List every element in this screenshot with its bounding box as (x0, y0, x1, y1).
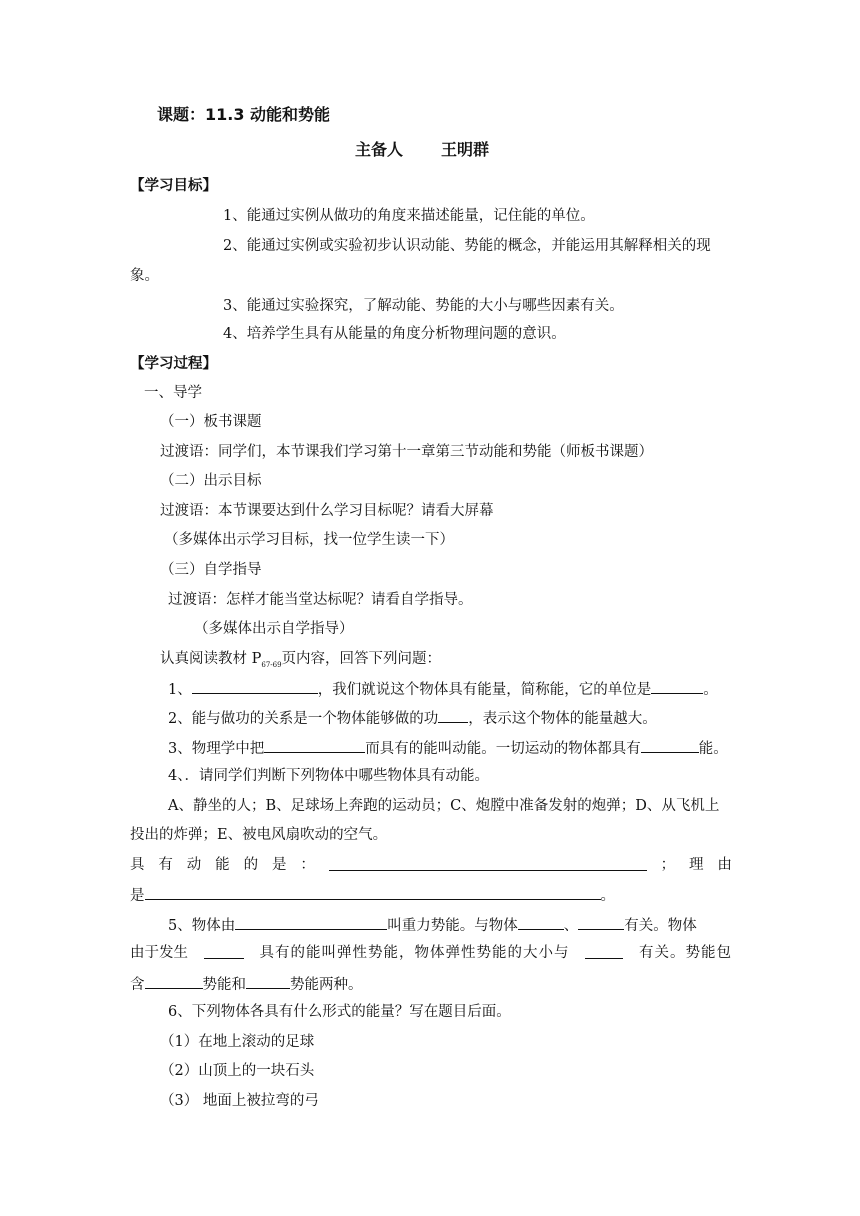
transition-text: 过渡语：同学们，本节课我们学习第十一章第三节动能和势能（师板书课题） (160, 444, 653, 460)
page-range: 67-69 (261, 660, 282, 669)
answer-blank[interactable] (329, 855, 647, 871)
q1-prefix: 1、 (168, 682, 192, 698)
answer-blank[interactable] (578, 914, 624, 930)
question-3 (168, 737, 728, 759)
q6-item: （3） 地面上被拉弯的弓 (160, 1093, 319, 1109)
note-text: （多媒体出示自学指导） (194, 621, 354, 637)
question-2 (168, 707, 657, 729)
q4-char: 的 (243, 857, 259, 873)
q4-char: 具 (130, 857, 145, 873)
transition-text: 过渡语：本节课要达到什么学习目标呢？请看大屏幕 (160, 503, 494, 519)
q3-text-end: 能。 (698, 741, 728, 757)
answer-blank[interactable] (438, 707, 468, 723)
process-heading: 【学习过程】 (130, 356, 217, 372)
author-line (355, 140, 489, 160)
q3-text-mid: 而具有的能叫动能。一切运动的物体都具有 (365, 741, 641, 757)
q5-text: 有关。物体 (624, 918, 697, 934)
q5-text: 势能两种。 (290, 977, 363, 993)
answer-blank[interactable] (145, 973, 203, 989)
q4-char: 能 (215, 857, 230, 873)
objective-item: 3、能通过实验探究，了解动能、势能的大小与哪些因素有关。 (223, 298, 624, 314)
reading-suffix: 页内容，回答下列问题： (281, 651, 442, 667)
q4-char: ： (300, 857, 315, 873)
question-5 (168, 914, 697, 936)
objectives-heading: 【学习目标】 (130, 178, 217, 194)
question-4-options: A、静坐的人；B、足球场上奔跑的运动员；C、炮膛中准备发射的炮弹；D、从飞机上 (168, 798, 720, 814)
section-heading: （一）板书课题 (160, 414, 262, 430)
q5-text: 叫重力势能。与物体 (387, 918, 518, 934)
objective-item: 2、能通过实例或实验初步认识动能、势能的概念，并能运用其解释相关的现 (223, 238, 711, 254)
q4-semicolon: ； (660, 857, 676, 873)
q4-char: 理 (689, 857, 704, 873)
q4-end: 。 (600, 888, 615, 904)
answer-blank[interactable] (246, 973, 290, 989)
part-heading: 一、导学 (144, 385, 202, 401)
q4-char: 有 (158, 857, 173, 873)
q5-text: 含 (130, 977, 145, 993)
page-title: 课题：11.3 动能和势能 (157, 105, 331, 124)
author-label: 主备人 (355, 140, 404, 159)
q6-item: （2）山顶上的一块石头 (160, 1063, 315, 1079)
q2-text-end: ，表示这个物体的能量越大。 (468, 711, 657, 727)
author-name: 王明群 (441, 140, 490, 159)
answer-blank[interactable] (145, 884, 601, 900)
q5-text: 具有的能叫弹性势能，物体弹性势能的大小与 (259, 945, 570, 961)
objective-item: 4、培养学生具有从能量的角度分析物理问题的意识。 (223, 326, 566, 342)
answer-blank[interactable] (192, 678, 318, 694)
question-5-line3 (130, 973, 363, 995)
answer-blank[interactable] (235, 914, 387, 930)
question-5-line2 (130, 943, 732, 963)
q4-answer-line (130, 855, 732, 875)
q1-end: 。 (703, 682, 718, 698)
q5-text: 由于发生 (130, 945, 188, 961)
q6-item: （1）在地上滚动的足球 (160, 1034, 315, 1050)
q4-reason-line (130, 884, 615, 906)
q3-text: 3、物理学中把 (168, 741, 265, 757)
answer-blank[interactable] (264, 737, 365, 753)
answer-blank[interactable] (204, 943, 244, 959)
q4-char: 由 (717, 857, 732, 873)
transition-text: 过渡语：怎样才能当堂达标呢？请看自学指导。 (168, 592, 473, 608)
answer-blank[interactable] (585, 943, 623, 959)
question-4: 4、．请同学们判断下列物体中哪些物体具有动能。 (168, 768, 489, 784)
reading-instruction (160, 649, 441, 675)
reading-prefix: 认真阅读教材 P (160, 651, 262, 667)
objective-item: 1、能通过实例从做功的角度来描述能量，记住能的单位。 (223, 208, 595, 224)
answer-blank[interactable] (518, 914, 564, 930)
question-4-options: 投出的炸弹；E、被电风扇吹动的空气。 (130, 827, 388, 843)
q4-char: 动 (186, 857, 202, 873)
q5-text: 5、物体由 (168, 918, 236, 934)
section-heading: （二）出示目标 (160, 473, 262, 489)
question-6: 6、下列物体各具有什么形式的能量？写在题目后面。 (168, 1004, 511, 1020)
section-heading: （三）自学指导 (160, 562, 262, 578)
question-1 (168, 678, 718, 700)
q5-text: 、 (563, 918, 579, 934)
note-text: （多媒体出示学习目标，找一位学生读一下） (164, 532, 454, 548)
answer-blank[interactable] (651, 678, 703, 694)
objective-item: 象。 (130, 268, 159, 284)
q4-reason-prefix: 是 (130, 888, 145, 904)
answer-blank[interactable] (641, 737, 699, 753)
q1-text: ，我们就说这个物体具有能量，简称能，它的单位是 (317, 682, 652, 698)
q5-text: 势能和 (202, 977, 246, 993)
q5-text: 有关。势能包 (639, 945, 732, 961)
q2-text: 2、能与做功的关系是一个物体能够做的功 (168, 711, 439, 727)
q4-char: 是 (271, 857, 287, 873)
